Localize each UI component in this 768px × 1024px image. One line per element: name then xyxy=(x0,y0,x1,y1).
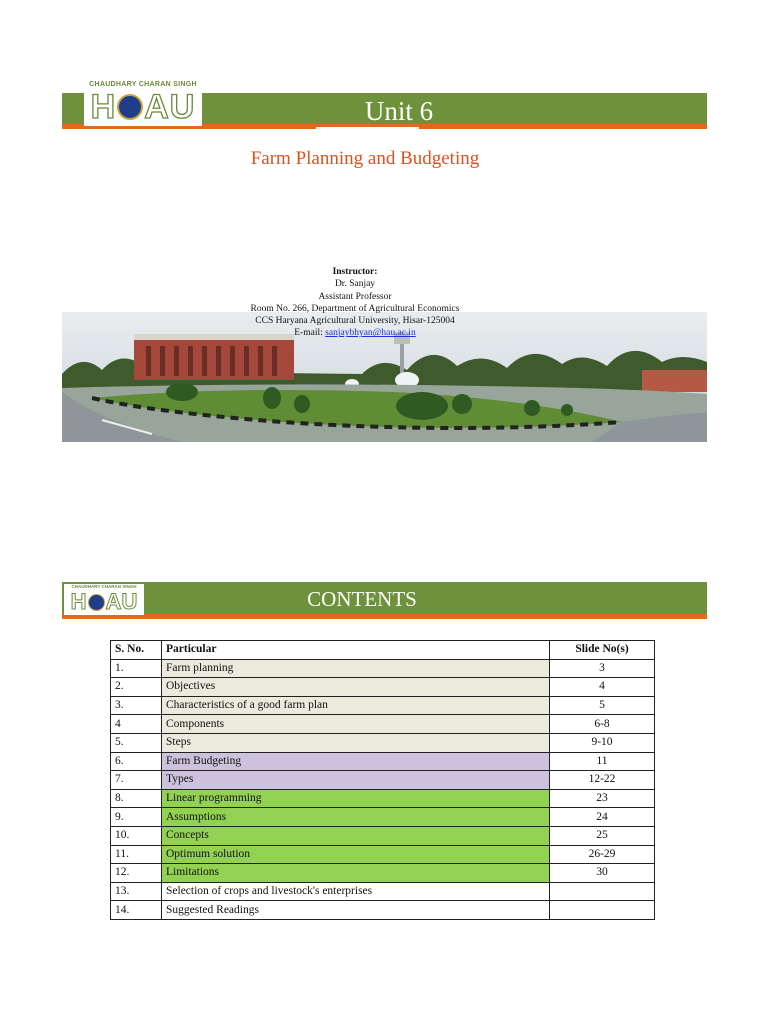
logo-letter-h: H xyxy=(90,88,117,126)
cell-sno: 1. xyxy=(111,659,162,678)
cell-sno: 8. xyxy=(111,789,162,808)
cell-slides: 26-29 xyxy=(550,845,655,864)
cell-slides: 6-8 xyxy=(550,715,655,734)
cell-slides xyxy=(550,882,655,901)
cell-particular: Selection of crops and livestock's enterprises xyxy=(162,882,550,901)
cell-particular: Characteristics of a good farm plan xyxy=(162,696,550,715)
cell-particular: Assumptions xyxy=(162,808,550,827)
instructor-designation: Assistant Professor xyxy=(318,291,392,302)
logo-letter-u: U xyxy=(169,88,196,126)
table-row xyxy=(111,901,655,920)
cell-slides: 12-22 xyxy=(550,771,655,790)
university-seal-icon xyxy=(117,94,143,120)
logo-letter-a-small: A xyxy=(105,589,122,614)
cell-particular: Farm Budgeting xyxy=(162,752,550,771)
slide2-title: CONTENTS xyxy=(307,587,417,611)
instructor-university: CCS Haryana Agricultural University, Hisar-125004 xyxy=(255,316,455,327)
table-header-row xyxy=(111,641,655,660)
table-row xyxy=(111,659,655,678)
table-row xyxy=(111,771,655,790)
cell-particular: Concepts xyxy=(162,826,550,845)
cell-slides: 25 xyxy=(550,826,655,845)
cell-particular: Components xyxy=(162,715,550,734)
cell-slides: 5 xyxy=(550,696,655,715)
university-seal-icon-small xyxy=(88,594,105,611)
cell-slides: 23 xyxy=(550,789,655,808)
hau-logo xyxy=(84,80,202,126)
cell-sno: 13. xyxy=(111,882,162,901)
instructor-info xyxy=(0,266,710,340)
table-row xyxy=(111,696,655,715)
cell-sno: 9. xyxy=(111,808,162,827)
cell-sno: 12. xyxy=(111,864,162,883)
table-row xyxy=(111,715,655,734)
email-link[interactable]: sanjaybhyan@hau.ac.in xyxy=(325,328,416,339)
table-row xyxy=(111,845,655,864)
cell-sno: 7. xyxy=(111,771,162,790)
cell-particular: Optimum solution xyxy=(162,845,550,864)
cell-sno: 3. xyxy=(111,696,162,715)
instructor-label: Instructor: xyxy=(332,267,378,277)
header-slides: Slide No(s) xyxy=(550,641,655,660)
cell-slides: 11 xyxy=(550,752,655,771)
table-row xyxy=(111,752,655,771)
cell-particular: Types xyxy=(162,771,550,790)
table-row xyxy=(111,733,655,752)
cell-slides: 24 xyxy=(550,808,655,827)
slide1-title: Unit 6 xyxy=(364,96,434,126)
cell-sno: 4 xyxy=(111,715,162,734)
header-particular: Particular xyxy=(162,641,550,660)
cell-slides: 30 xyxy=(550,864,655,883)
hau-logo-small xyxy=(64,584,144,615)
cell-particular: Farm planning xyxy=(162,659,550,678)
table-row xyxy=(111,808,655,827)
contents-table-body xyxy=(111,659,655,919)
logo-letter-a: A xyxy=(144,88,170,126)
contents-table xyxy=(110,640,655,920)
cell-particular: Limitations xyxy=(162,864,550,883)
slide1-title-underline xyxy=(316,127,419,129)
instructor-email-line xyxy=(0,327,710,339)
email-label: E-mail: xyxy=(294,328,323,339)
logo-letter-h-small: H xyxy=(70,589,87,614)
instructor-room: Room No. 266, Department of Agricultural Economics xyxy=(250,303,460,314)
cell-particular: Objectives xyxy=(162,678,550,697)
cell-slides: 9-10 xyxy=(550,733,655,752)
table-row xyxy=(111,882,655,901)
logo-top-text: CHAUDHARY CHARAN SINGH xyxy=(89,81,197,88)
header-sno: S. No. xyxy=(111,641,162,660)
cell-sno: 14. xyxy=(111,901,162,920)
cell-sno: 5. xyxy=(111,733,162,752)
cell-slides xyxy=(550,901,655,920)
cell-sno: 2. xyxy=(111,678,162,697)
table-row xyxy=(111,789,655,808)
logo-letter-u-small: U xyxy=(121,589,138,614)
cell-particular: Linear programming xyxy=(162,789,550,808)
cell-sno: 10. xyxy=(111,826,162,845)
cell-slides: 4 xyxy=(550,678,655,697)
slide1-subtitle: Farm Planning and Budgeting xyxy=(250,148,480,169)
cell-sno: 6. xyxy=(111,752,162,771)
table-row xyxy=(111,678,655,697)
table-row xyxy=(111,864,655,883)
cell-particular: Steps xyxy=(162,733,550,752)
instructor-name: Dr. Sanjay xyxy=(334,279,376,290)
cell-particular: Suggested Readings xyxy=(162,901,550,920)
cell-sno: 11. xyxy=(111,845,162,864)
cell-slides: 3 xyxy=(550,659,655,678)
table-row xyxy=(111,826,655,845)
logo-top-text-small: CHAUDHARY CHARAN SINGH xyxy=(71,584,137,589)
